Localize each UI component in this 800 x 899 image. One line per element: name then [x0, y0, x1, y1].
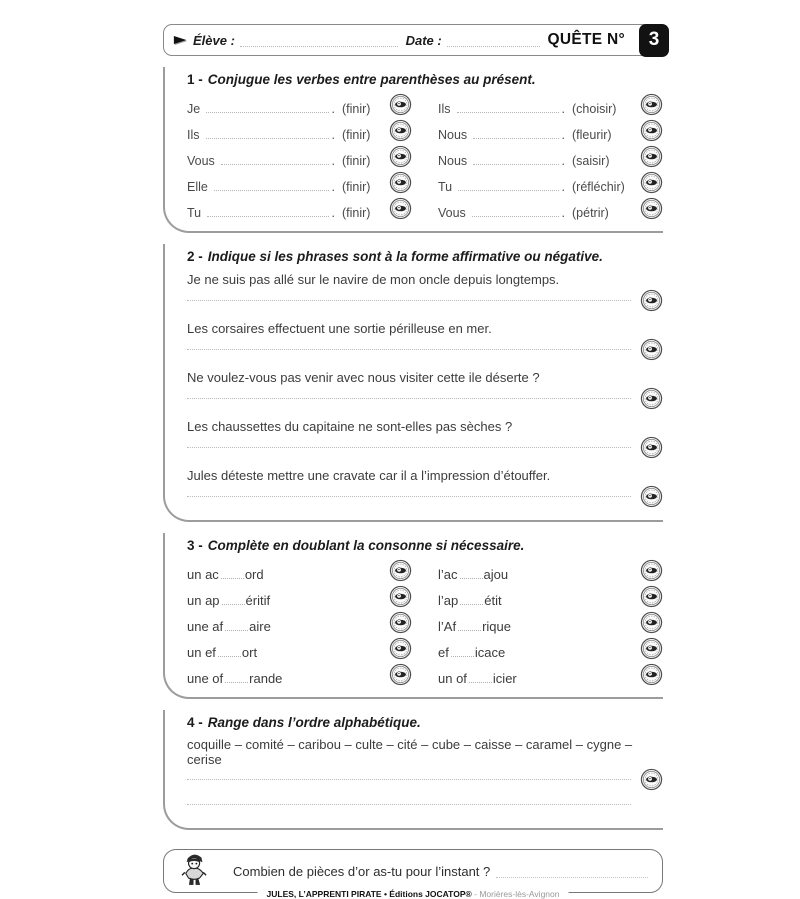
word-completion-row	[438, 556, 663, 582]
exercise-1-section	[163, 67, 663, 233]
word-prefix: un ac	[187, 567, 219, 582]
sentence-text: Jules déteste mettre une cravate car il a l’impression d’étouffer.	[187, 468, 551, 483]
word-prefix: l’ac	[438, 567, 458, 582]
gold-coin-icon	[640, 436, 663, 459]
pronoun: Je	[187, 102, 201, 116]
verb-hint: (finir)	[342, 128, 371, 142]
answer-line[interactable]	[214, 190, 329, 191]
answer-line[interactable]	[187, 398, 631, 399]
answer-line[interactable]	[207, 216, 328, 217]
exercise-4-section	[163, 710, 663, 830]
verb-hint: (finir)	[342, 102, 371, 116]
letter-gap-field[interactable]	[222, 604, 245, 605]
gold-coin-icon	[640, 768, 663, 791]
word-completion-row	[187, 556, 412, 582]
gold-coin-icon	[389, 171, 412, 194]
conjugation-row: Nous . (saisir)	[438, 142, 663, 168]
letter-gap-field[interactable]	[218, 656, 241, 657]
sentence-item	[187, 418, 663, 460]
word-prefix: un of	[438, 671, 467, 686]
answer-line[interactable]	[473, 164, 558, 165]
sentence-text: Les chaussettes du capitaine ne sont-elles pas sèches ?	[187, 419, 513, 434]
gold-coin-icon	[640, 289, 663, 312]
gold-coin-icon	[640, 611, 663, 634]
word-suffix: étit	[484, 593, 502, 608]
sentence-text: Je ne suis pas allé sur le navire de mon oncle depuis longtemps.	[187, 272, 560, 287]
pronoun: Vous	[438, 206, 466, 220]
exercise-3-title: 3 - Complète en doublant la consonne si nécessaire.	[187, 538, 525, 553]
student-label: Élève :	[193, 32, 235, 48]
exercise-2-section	[163, 244, 663, 522]
letter-gap-field[interactable]	[458, 630, 481, 631]
pronoun: Elle	[187, 180, 208, 194]
word-completion-row	[187, 634, 412, 660]
verb-hint: (finir)	[342, 180, 371, 194]
student-name-field[interactable]	[240, 33, 398, 47]
conjugation-row: Tu . (réfléchir)	[438, 168, 663, 194]
pronoun: Vous	[187, 154, 215, 168]
sentence-item	[187, 320, 663, 362]
answer-line[interactable]	[221, 164, 329, 165]
pronoun: Ils	[438, 102, 451, 116]
date-label: Date :	[405, 32, 442, 48]
word-suffix: rande	[249, 671, 283, 686]
sentence-item	[187, 467, 663, 509]
letter-gap-field[interactable]	[221, 578, 244, 579]
letter-gap-field[interactable]	[460, 578, 483, 579]
conjugation-row: Ils . (finir)	[187, 116, 412, 142]
word-suffix: aire	[249, 619, 271, 634]
header-bar	[163, 24, 663, 56]
word-completion-row	[438, 660, 663, 686]
sentence-item	[187, 369, 663, 411]
letter-gap-field[interactable]	[225, 630, 248, 631]
verb-hint: (finir)	[342, 154, 371, 168]
gold-coin-icon	[389, 197, 412, 220]
gold-coin-icon	[640, 663, 663, 686]
answer-line[interactable]	[206, 112, 328, 113]
sentence-text: Ne voulez-vous pas venir avec nous visiter cette ile déserte ?	[187, 370, 540, 385]
answer-line[interactable]	[187, 447, 631, 448]
conjugation-row: Vous . (finir)	[187, 142, 412, 168]
gold-coin-icon	[640, 559, 663, 582]
answer-line[interactable]	[187, 804, 631, 805]
exercise-2-title: 2 - Indique si les phrases sont à la forme affirmative ou négative.	[187, 249, 603, 264]
exercise-number: 4 -	[187, 715, 203, 730]
gold-coin-icon	[640, 387, 663, 410]
answer-line[interactable]	[187, 496, 631, 497]
word-suffix: icier	[492, 671, 517, 686]
answer-line[interactable]	[457, 112, 559, 113]
word-suffix: éritif	[245, 593, 271, 608]
verb-hint: (choisir)	[572, 102, 617, 116]
verb-hint: (saisir)	[572, 154, 610, 168]
publisher-credit: JULES, L’APPRENTI PIRATE • Éditions JOCATOP® - Morières-lès-Avignon	[258, 889, 569, 899]
verb-hint: (fleurir)	[572, 128, 612, 142]
gold-coin-icon	[640, 585, 663, 608]
pronoun: Ils	[187, 128, 200, 142]
word-completion-row	[438, 608, 663, 634]
sentence-item	[187, 271, 663, 313]
pronoun: Tu	[438, 180, 453, 194]
word-prefix: un ap	[187, 593, 220, 608]
word-prefix: un ef	[187, 645, 216, 660]
exercise-1-title: 1 - Conjugue les verbes entre parenthèses au présent.	[187, 72, 536, 87]
letter-gap-field[interactable]	[451, 656, 474, 657]
word-prefix: l’Af	[438, 619, 457, 634]
word-suffix: rique	[482, 619, 511, 634]
answer-line[interactable]	[187, 349, 631, 350]
pronoun: Tu	[187, 206, 202, 220]
verb-hint: (pétrir)	[572, 206, 609, 220]
word-completion-row	[438, 582, 663, 608]
word-list: coquille – comité – caribou – culte – cité – cube – caisse – caramel – cygne – cerise	[187, 737, 633, 767]
answer-line[interactable]	[473, 138, 558, 139]
gold-coin-icon	[640, 197, 663, 220]
conjugation-row: Tu . (finir)	[187, 194, 412, 220]
letter-gap-field[interactable]	[460, 604, 483, 605]
gold-coin-icon	[389, 585, 412, 608]
gold-count-question: Combien de pièces d’or as-tu pour l’instant ?	[233, 863, 491, 879]
sentence-text: Les corsaires effectuent une sortie périlleuse en mer.	[187, 321, 492, 336]
quest-label: QUÊTE N°	[547, 31, 625, 48]
exercise-number: 2 -	[187, 249, 203, 264]
answer-line[interactable]	[187, 779, 631, 780]
conjugation-row: Ils . (choisir)	[438, 90, 663, 116]
word-suffix: icace	[474, 645, 506, 660]
word-completion-row	[187, 608, 412, 634]
exercise-number: 3 -	[187, 538, 203, 553]
word-prefix: une of	[187, 671, 224, 686]
gold-coin-icon	[389, 663, 412, 686]
gold-coin-icon	[389, 119, 412, 142]
answer-line[interactable]	[206, 138, 329, 139]
gold-coin-icon	[389, 611, 412, 634]
word-suffix: ort	[241, 645, 258, 660]
letter-gap-field[interactable]	[469, 682, 492, 683]
arrow-right-icon	[173, 35, 189, 46]
gold-coin-icon	[389, 145, 412, 168]
date-field[interactable]	[447, 33, 540, 47]
gold-coin-icon	[640, 637, 663, 660]
gold-coin-icon	[640, 485, 663, 508]
gold-coin-icon	[389, 559, 412, 582]
word-suffix: ajou	[483, 567, 509, 582]
word-prefix: une af	[187, 619, 224, 634]
word-suffix: ord	[244, 567, 264, 582]
conjugation-row: Nous . (fleurir)	[438, 116, 663, 142]
pronoun: Nous	[438, 154, 468, 168]
gold-coin-icon	[640, 171, 663, 194]
answer-line[interactable]	[472, 216, 559, 217]
exercise-number: 1 -	[187, 72, 203, 87]
conjugation-row: Je . (finir)	[187, 90, 412, 116]
pirate-mascot-icon	[180, 853, 210, 890]
gold-coin-icon	[640, 338, 663, 361]
letter-gap-field[interactable]	[225, 682, 248, 683]
word-completion-row	[187, 660, 412, 686]
conjugation-row: Elle . (finir)	[187, 168, 412, 194]
word-completion-row	[438, 634, 663, 660]
word-prefix: l’ap	[438, 593, 459, 608]
footer-bar	[163, 849, 663, 899]
conjugation-row: Vous . (pétrir)	[438, 194, 663, 220]
verb-hint: (réfléchir)	[572, 180, 625, 194]
quest-number-badge: 3	[639, 24, 669, 57]
word-prefix: ef	[438, 645, 449, 660]
gold-coin-icon	[389, 637, 412, 660]
word-completion-row	[187, 582, 412, 608]
gold-count-field[interactable]	[496, 865, 648, 878]
answer-line[interactable]	[187, 300, 631, 301]
gold-coin-icon	[389, 93, 412, 116]
verb-hint: (finir)	[342, 206, 371, 220]
gold-coin-icon	[640, 93, 663, 116]
exercise-3-section	[163, 533, 663, 699]
pronoun: Nous	[438, 128, 468, 142]
exercise-4-title: 4 - Range dans l’ordre alphabétique.	[187, 715, 421, 730]
gold-coin-icon	[640, 145, 663, 168]
answer-line[interactable]	[458, 190, 558, 191]
gold-coin-icon	[640, 119, 663, 142]
